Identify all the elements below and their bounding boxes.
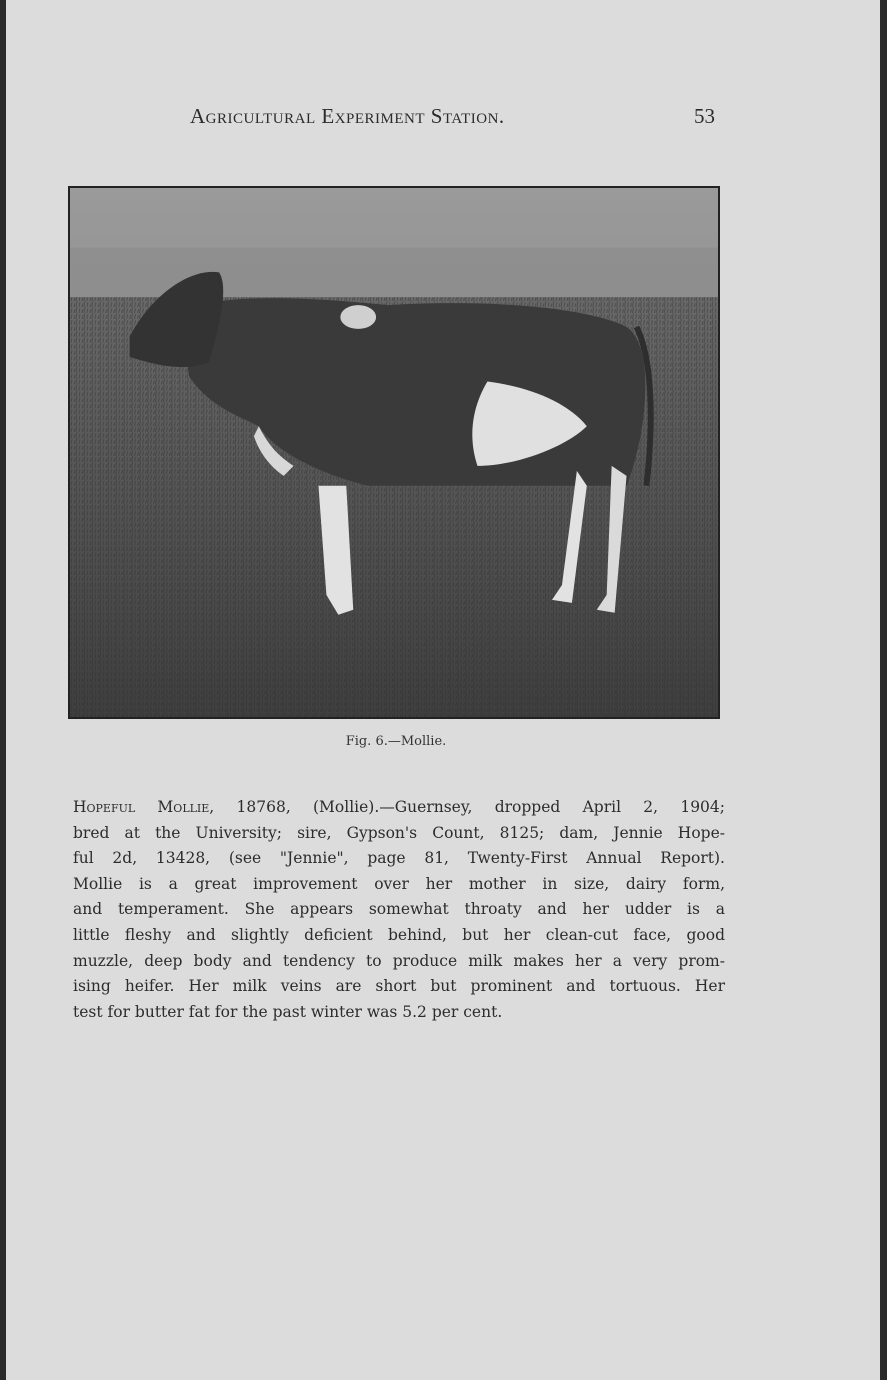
paragraph-line: and temperament. She appears somewhat throaty and her udder is a bbox=[73, 900, 725, 919]
paragraph-line: test for butter fat for the past winter was 5.2 per cent. bbox=[73, 1002, 503, 1021]
running-head: Agricultural Experiment Station. bbox=[190, 104, 505, 128]
document-page bbox=[6, 0, 880, 1380]
body-paragraph bbox=[73, 795, 725, 1025]
paragraph-line bbox=[73, 795, 725, 821]
paragraph-line: ful 2d, 13428, (see "Jennie", page 81, Twenty-First Annual Report). bbox=[73, 849, 725, 868]
cow-photo-illustration bbox=[70, 188, 718, 717]
figure-caption: Fig. 6.—Mollie. bbox=[345, 734, 447, 749]
page-number: 53 bbox=[694, 104, 715, 128]
entry-name: Hopeful Mollie, bbox=[73, 798, 215, 816]
paragraph-line: bred at the University; sire, Gypson's Count, 8125; dam, Jennie Hope- bbox=[73, 823, 725, 842]
cow-photograph bbox=[68, 186, 720, 719]
paragraph-line: ising heifer. Her milk veins are short but prominent and tortuous. Her bbox=[73, 977, 725, 996]
page-header bbox=[6, 104, 880, 134]
paragraph-line: Mollie is a great improvement over her mother in size, dairy form, bbox=[73, 874, 725, 893]
paragraph-line-text: 18768, (Mollie).—Guernsey, dropped April 2, 1904; bbox=[214, 798, 726, 816]
paragraph-line: little fleshy and slightly deficient behind, but her clean-cut face, good bbox=[73, 925, 725, 944]
paragraph-line: muzzle, deep body and tendency to produce milk makes her a very prom- bbox=[73, 951, 725, 970]
